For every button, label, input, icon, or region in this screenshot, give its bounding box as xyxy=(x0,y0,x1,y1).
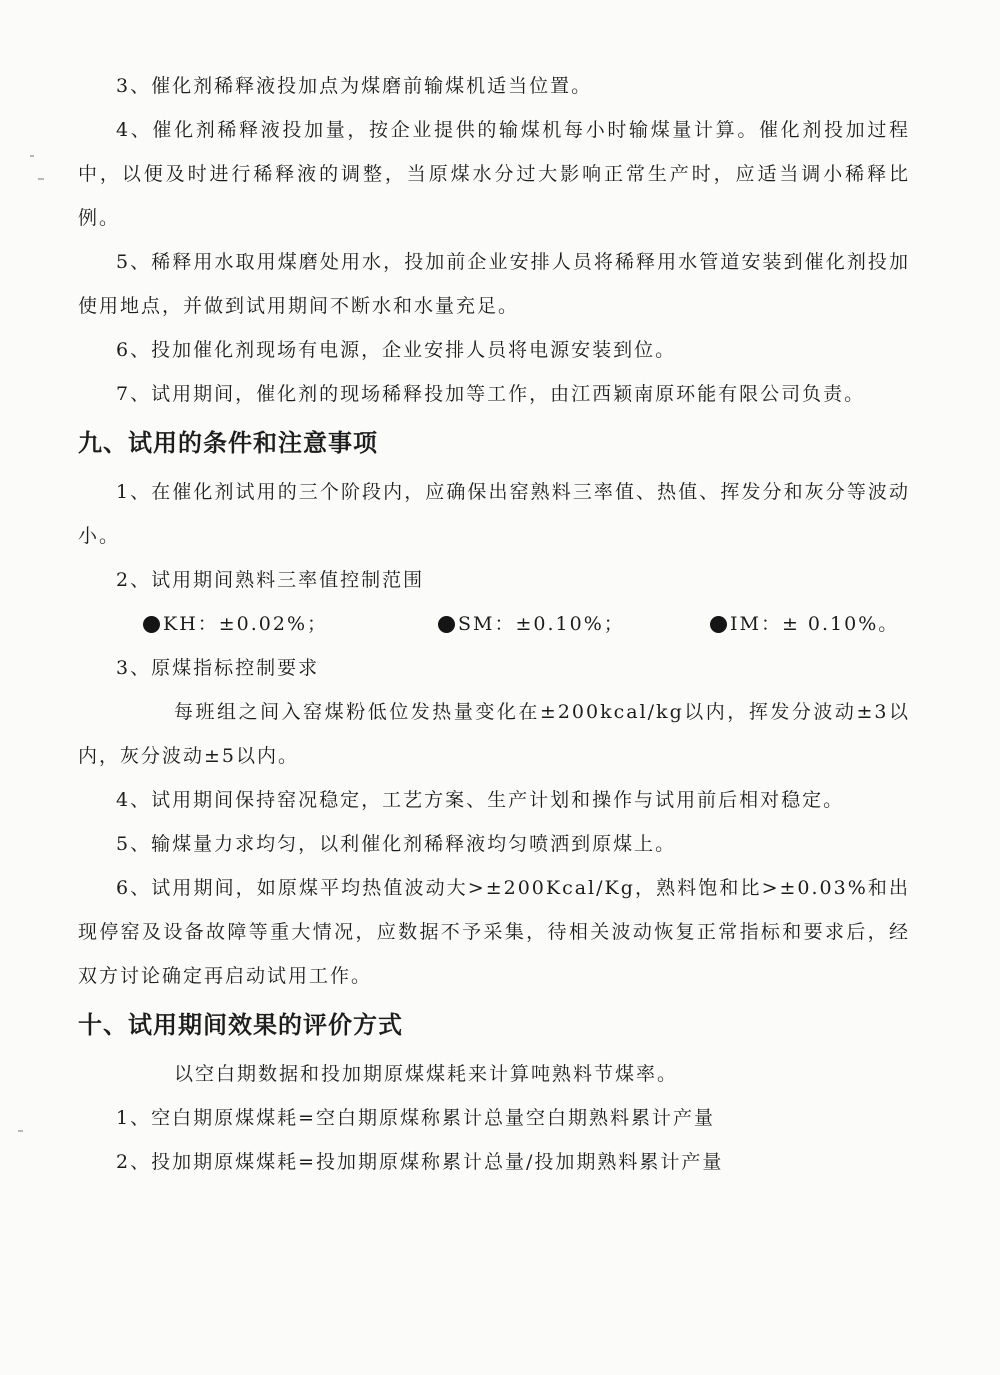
bullet-sm xyxy=(438,602,710,646)
section-heading: 九、试用的条件和注意事项 xyxy=(78,428,378,457)
document-body xyxy=(78,64,910,1184)
section-heading: 十、试用期间效果的评价方式 xyxy=(78,1010,403,1039)
list-item: 4、试用期间保持窑况稳定，工艺方案、生产计划和操作与试用前后相对稳定。 xyxy=(116,789,845,811)
paragraph: 7、试用期间，催化剂的现场稀释投加等工作，由江西颖南原环能有限公司负责。 xyxy=(116,383,866,405)
paragraph: 6、投加催化剂现场有电源，企业安排人员将电源安装到位。 xyxy=(116,339,677,361)
list-item: 2、试用期间熟料三率值控制范围 xyxy=(116,569,425,591)
paragraph: 5、稀释用水取用煤磨处用水，投加前企业安排人员将稀释用水管道安装到催化剂投加使用地点，并做到试用期间不断水和水量充足。 xyxy=(78,251,910,317)
scan-speck xyxy=(18,1130,23,1132)
list-item: 5、输煤量力求均匀，以利催化剂稀释液均匀喷洒到原煤上。 xyxy=(116,833,677,855)
bullet-text: IM：± 0.10%。 xyxy=(730,613,900,635)
bullet-dot-icon xyxy=(710,616,727,633)
list-item: 1、空白期原煤煤耗=空白期原煤称累计总量空白期熟料累计产量 xyxy=(116,1107,716,1129)
list-item: 3、原煤指标控制要求 xyxy=(116,657,320,679)
bullet-text: SM：±0.10%； xyxy=(458,613,625,635)
bullet-im xyxy=(710,602,899,646)
scan-speck xyxy=(38,178,44,180)
list-item: 2、投加期原煤煤耗=投加期原煤称累计总量/投加期熟料累计产量 xyxy=(116,1151,724,1173)
bullet-text: KH：±0.02%； xyxy=(163,613,329,635)
intro-paragraph: 以空白期数据和投加期原煤煤耗来计算吨熟料节煤率。 xyxy=(174,1063,679,1085)
bullet-dot-icon xyxy=(438,616,455,633)
bullet-kh xyxy=(143,602,438,646)
ratio-bullets xyxy=(78,602,910,646)
bullet-dot-icon xyxy=(143,616,160,633)
list-item: 1、在催化剂试用的三个阶段内，应确保出窑熟料三率值、热值、挥发分和灰分等波动小。 xyxy=(78,481,910,547)
paragraph: 4、催化剂稀释液投加量，按企业提供的输煤机每小时输煤量计算。催化剂投加过程中，以便及时进行稀释液的调整，当原煤水分过大影响正常生产时，应适当调小稀释比例。 xyxy=(78,119,910,229)
sub-paragraph: 每班组之间入窑煤粉低位发热量变化在±200kcal/kg以内，挥发分波动±3以内，灰分波动±5以内。 xyxy=(78,701,910,767)
list-item: 6、试用期间，如原煤平均热值波动大>±200Kcal/Kg，熟料饱和比>±0.03%和出现停窑及设备故障等重大情况，应数据不予采集，待相关波动恢复正常指标和要求后，经双方讨论确定再启动试用工作。 xyxy=(78,877,910,987)
scan-speck xyxy=(30,155,34,157)
paragraph: 3、催化剂稀释液投加点为煤磨前输煤机适当位置。 xyxy=(116,75,593,97)
